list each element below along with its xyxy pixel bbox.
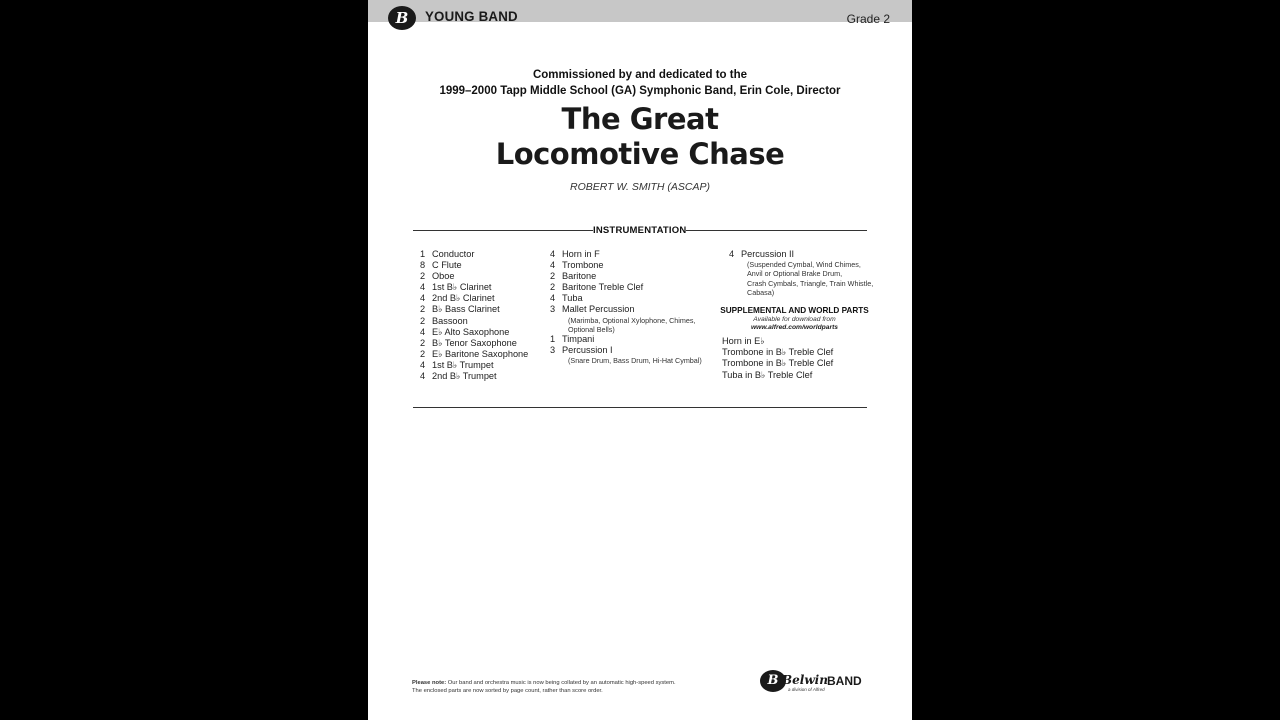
world-parts-list xyxy=(722,336,833,381)
publisher-word: Belwin xyxy=(782,673,828,687)
instrument-column-1 xyxy=(420,249,528,382)
supplemental-url: www.alfred.com/worldparts xyxy=(750,324,839,331)
instrument-note: (Marimba, Optional Xylophone, Chimes, xyxy=(568,315,696,325)
list-item: 2 Oboe xyxy=(420,271,455,282)
supplemental-heading: SUPPLEMENTAL AND WORLD PARTS xyxy=(720,306,869,315)
list-item: 3 Mallet Percussion xyxy=(550,304,635,315)
instrument-note: Optional Bells) xyxy=(568,324,615,334)
instrumentation-heading: INSTRUMENTATION xyxy=(593,225,687,236)
dedication-line-1: Commissioned by and dedicated to the xyxy=(532,69,748,81)
list-item: 2 Baritone xyxy=(550,271,597,282)
instrument-note: (Snare Drum, Bass Drum, Hi-Hat Cymbal) xyxy=(568,356,702,366)
instrument-note: Crash Cymbals, Triangle, Train Whistle, xyxy=(747,278,874,288)
list-item: 4 2nd B♭ Clarinet xyxy=(420,293,495,304)
list-item: 2 B♭ Bass Clarinet xyxy=(420,304,500,315)
list-item: Trombone in B♭ Treble Clef xyxy=(722,347,834,358)
series-name: YOUNG BAND xyxy=(425,8,518,24)
instrument-column-3 xyxy=(729,249,873,297)
list-item: 3 Percussion I xyxy=(550,345,613,356)
divider-right xyxy=(686,230,867,231)
list-item: 4 2nd B♭ Trumpet xyxy=(420,371,497,382)
publisher-band: BAND xyxy=(827,674,862,688)
list-item: 4 1st B♭ Clarinet xyxy=(420,282,492,293)
list-item: 4 Tuba xyxy=(550,293,583,304)
footer-note xyxy=(412,679,676,695)
belwin-mark-icon: B xyxy=(760,670,786,692)
list-item: 4 Percussion II xyxy=(729,249,795,259)
list-item: 1 Conductor xyxy=(420,249,475,259)
footer-note-line-2: The enclosed parts are now sorted by page count, rather than score order. xyxy=(412,688,603,694)
title-line-2: Locomotive Chase xyxy=(495,137,785,171)
list-item: 2 B♭ Tenor Saxophone xyxy=(420,337,517,348)
list-item: 8 C Flute xyxy=(420,260,462,271)
list-item: Trombone in B♭ Treble Clef xyxy=(722,358,834,369)
dedication-line-2: 1999–2000 Tapp Middle School (GA) Symphonic Band, Erin Cole, Director xyxy=(439,85,841,97)
list-item: 2 E♭ Baritone Saxophone xyxy=(420,348,529,359)
footer-note-label: Please note: xyxy=(412,680,447,686)
divider-bottom xyxy=(413,407,867,408)
instrument-note: (Suspended Cymbal, Wind Chimes, xyxy=(747,260,861,270)
grade-label: Grade 2 xyxy=(846,12,890,26)
list-item: 2 Bassoon xyxy=(420,315,468,326)
publisher-logo xyxy=(760,668,870,696)
list-item: 4 E♭ Alto Saxophone xyxy=(420,326,510,337)
list-item: 2 Baritone Treble Clef xyxy=(550,282,644,293)
instrument-column-2 xyxy=(550,249,702,366)
list-item: 4 Trombone xyxy=(550,260,604,271)
publisher-sub: a division of Alfred xyxy=(788,687,825,692)
list-item: 1 Timpani xyxy=(550,334,595,345)
score-page xyxy=(368,0,912,720)
instrument-note: Cabasa) xyxy=(747,287,775,297)
instrument-note: Anvil or Optional Brake Drum, xyxy=(747,269,843,279)
list-item: Horn in E♭ xyxy=(722,336,765,346)
supplemental-note: Available for download from xyxy=(753,316,836,323)
title-line-1: The Great xyxy=(561,102,719,136)
belwin-logo-icon: B xyxy=(388,6,416,30)
composer: ROBERT W. SMITH (ASCAP) xyxy=(569,181,710,193)
divider-left xyxy=(413,230,593,231)
list-item: 4 Horn in F xyxy=(550,249,600,259)
list-item: Tuba in B♭ Treble Clef xyxy=(722,369,813,380)
supplemental-block xyxy=(712,306,877,332)
footer-note-line-1: Our band and orchestra music is now being collated by an automatic high-speed system. xyxy=(446,680,676,686)
list-item: 4 1st B♭ Trumpet xyxy=(420,359,494,370)
